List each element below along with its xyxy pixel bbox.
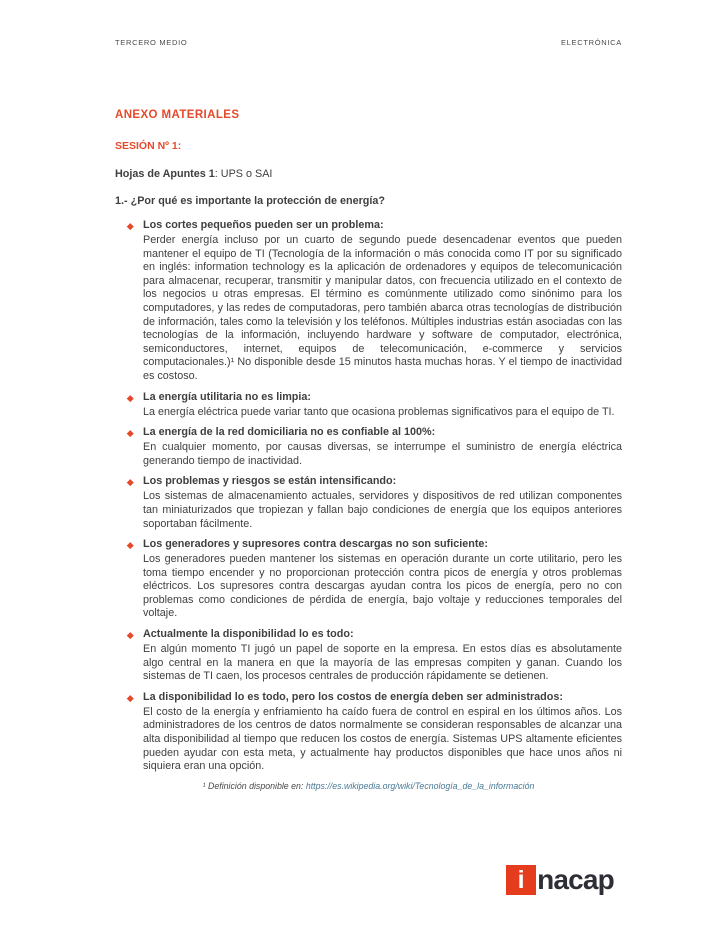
list-item	[115, 538, 622, 621]
list-item	[115, 691, 622, 774]
session-heading: SESIÓN Nº 1:	[115, 140, 182, 152]
bullet-body: El costo de la energía y enfriamiento ha caído fuera de control en espiral en los últimos años. Los administradores de los centros de datos normalmente se consideran responsables de alcanzar una alta disponibilidad al tiempo que reducen los costos de energía. Sistemas UPS altamente eficientes pueden ayudar con esta meta, y actualmente hay productos disponibles que hace unos años ni siquiera eran una opción.	[143, 705, 622, 773]
footnote-label: Definición disponible en:	[208, 780, 306, 791]
bullet-icon	[127, 695, 133, 701]
bullet-heading: La disponibilidad lo es todo, pero los costos de energía deben ser administrados:	[143, 690, 563, 703]
list-item	[115, 475, 622, 531]
bullet-body: Perder energía incluso por un cuarto de segundo puede desencadenar eventos que pueden mantener el equipo de TI (Tecnología de la información o más conocida como IT por su significado en inglés: information technology es la aplicación de ordenadores y equipos de telecomunicación para almacenar, recuperar, transmitir y manipular datos, con frecuencia utilizado en el contexto de los negocios u otras empresas. El término es comúnmente utilizado como sinónimo para los computadores, y las redes de computadoras, pero también abarca otras tecnologías de distribución de información, tales como la televisión y los teléfonos. Múltiples industrias están asociadas con las tecnologías de la información, incluyendo hardware y software de computador, electrónica, semiconductores, internet, equipos de telecomunicación, e-commerce y servicios computacionales.)¹ No disponible desde 15 minutos hasta muchas horas. Y el tiempo de inactividad es costoso.	[143, 234, 622, 382]
list-item	[115, 391, 622, 420]
footnote	[115, 781, 622, 791]
bullet-icon	[127, 395, 133, 401]
bullet-icon	[127, 430, 133, 436]
bullet-list	[115, 219, 622, 774]
bullet-body: Los sistemas de almacenamiento actuales, servidores y dispositivos de red utilizan componentes tan miniaturizados que tropiezan y fallan bajo condiciones de energía que los equipos anteriores soportaban fácilmente.	[143, 490, 622, 530]
footnote-marker: ¹	[202, 780, 209, 791]
bullet-body: En cualquier momento, por causas diversas, se interrumpe el suministro de energía eléctrica generando tiempo de inactividad.	[143, 441, 622, 467]
list-item	[115, 628, 622, 684]
notes-subtitle-rest: : UPS o SAI	[214, 168, 273, 180]
bullet-icon	[127, 479, 133, 485]
list-item	[115, 426, 622, 468]
notes-subtitle	[115, 168, 622, 180]
bullet-body: Los generadores pueden mantener los sistemas en operación durante un corte utilitario, pero les toma tiempo encender y no proporcionan protección contra picos de energía y otros problemas eléctricos. Los supresores contra descargas ayudan contra los picos de energía, pero no con problemas como condiciones de pérdida de energía, bajo voltaje y reducciones temporales del voltaje.	[143, 553, 622, 620]
bullet-icon	[127, 223, 133, 229]
header-left-label: TERCERO MEDIO	[115, 38, 188, 47]
bullet-heading: Los generadores y supresores contra descargas no son suficiente:	[143, 538, 489, 551]
page-header	[115, 38, 622, 47]
list-item	[115, 219, 622, 384]
bullet-heading: Actualmente la disponibilidad lo es todo:	[143, 628, 354, 641]
bullet-heading: La energía de la red domiciliaria no es confiable al 100%:	[143, 426, 436, 439]
header-right-label: ELECTRÓNICA	[560, 38, 622, 47]
bullet-body: En algún momento TI jugó un papel de soporte en la empresa. En estos días es absolutamente algo central en la manera en que la mayoría de las empresas compiten y ganan. Cuando los sistemas de TI caen, los procesos centrales de producción rápidamente se detienen.	[143, 643, 622, 683]
logo-text: nacap	[537, 864, 614, 895]
footnote-link[interactable]: https://es.wikipedia.org/wiki/Tecnología_de_la_información	[305, 780, 535, 791]
notes-subtitle-bold: Hojas de Apuntes 1	[115, 168, 215, 180]
page-title: ANEXO MATERIALES	[115, 109, 240, 121]
bullet-body: La energía eléctrica puede variar tanto que ocasiona problemas significativos para el equipo de TI.	[143, 405, 615, 418]
bullet-heading: Los cortes pequeños pueden ser un problema:	[143, 219, 384, 231]
bullet-heading: Los problemas y riesgos se están intensificando:	[143, 475, 397, 488]
inacap-logo	[506, 865, 614, 895]
bullet-icon	[127, 542, 133, 548]
bullet-icon	[127, 632, 133, 638]
bullet-heading: La energía utilitaria no es limpia:	[143, 390, 311, 403]
logo-mark: i	[506, 865, 536, 895]
question-heading: 1.- ¿Por qué es importante la protección de energía?	[115, 195, 385, 207]
